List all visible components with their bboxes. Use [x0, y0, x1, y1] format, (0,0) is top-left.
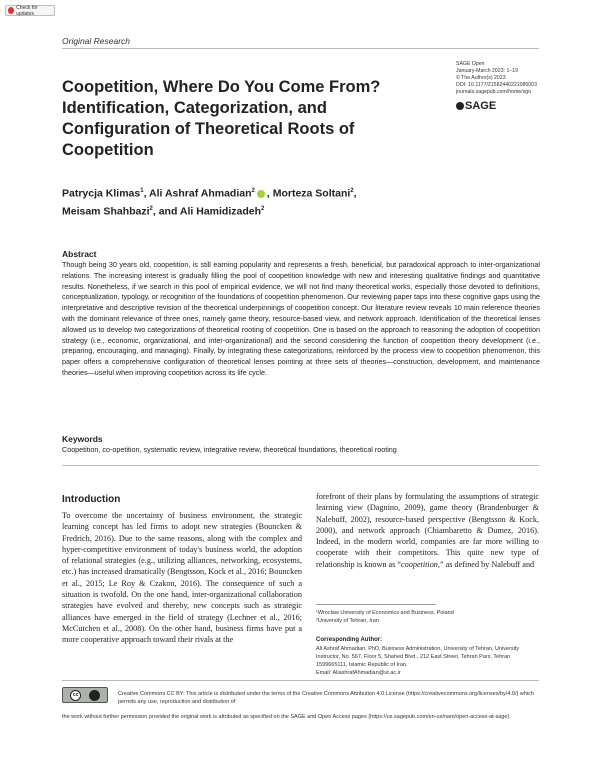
author-name: Patrycja Klimas	[62, 187, 141, 200]
abstract-heading: Abstract	[62, 249, 97, 259]
license-rule	[62, 680, 539, 681]
article-type: Original Research	[62, 36, 131, 46]
introduction-left-column: To overcome the uncertainty of business environment, the strategic learning concept has led firms to adopt new strategies (Bouncken & Fredrich, 2016). Due to the same reasons, along with the complex and hyper-competitive environment of today's business world, the adoption of relational strategies (e.g., utilizing alliances, networking, ecosystems, etc.) has increased dramatically (Bengtsson, Kock et al., 2016; Bouncken et al., 2015; Le Roy & Czakon, 2016). The consequence of such a situation is twofold. On the one hand, inter-organizational collaboration strategies have evolved and thereby, new concepts such as strategic alliances have emerged in the field of strategy (Lechner et al., 2016; McCutchen et al., 2008). On the other hand, business firms have put a more cooperative approach toward their rivals at the	[62, 511, 302, 645]
corresponding-email[interactable]: Email: AliashrafAhmadian@ut.ac.ir	[316, 670, 401, 676]
affiliation-marker: 2	[350, 188, 354, 194]
author-separator: , and	[152, 205, 180, 217]
author-separator: ,	[353, 187, 357, 200]
keywords-body: Coopetition, co-opetition, systematic review, integrative review, theoretical foundations, theoretical rooting	[62, 445, 397, 454]
author-name: Ali Hamidizadeh	[179, 205, 262, 217]
check-updates-label: Check for updates	[16, 4, 38, 17]
by-icon	[89, 690, 100, 701]
affiliation-marker: 1	[140, 188, 144, 194]
footnote-affiliation-1: ¹Wroclaw University of Economics and Business, Poland	[316, 610, 454, 616]
author-separator: ,	[266, 187, 273, 200]
keywords-rule	[62, 465, 539, 466]
journal-doi[interactable]: DOI: 10.1177/21582440221085003	[456, 82, 537, 88]
author-name: Morteza Soltani	[272, 187, 351, 200]
journal-copyright: © The Author(s) 2023	[456, 75, 506, 81]
affiliation-marker: 2	[149, 205, 153, 212]
check-updates-icon	[8, 7, 14, 14]
check-for-updates-badge[interactable]	[5, 5, 55, 16]
sage-logo-text: SAGE	[465, 100, 497, 112]
journal-info	[456, 61, 586, 96]
header-rule	[62, 48, 539, 49]
author-name: Ali Ashraf Ahmadian	[149, 187, 252, 200]
introduction-heading: Introduction	[62, 494, 121, 505]
affiliation-marker: 2	[261, 205, 265, 212]
intro-emphasis: coopetition,	[401, 559, 440, 569]
corresponding-address: Ali Ashraf Ahmadian, PhD, Business Administration, University of Tehran, University Instructor, No. 567, Floor 5, Shahed Blvd., 212 East Street, Tehran Pars, Tehran 1599665111, Islamic Republic of Iran.	[316, 646, 520, 668]
license-text-continued: the work without further permission provided the original work is attributed as specified on the SAGE and Open Access pages (https://us.sagepub.com/en-us/nam/open-access-at-sage).	[62, 714, 511, 720]
author-separator: ,	[143, 187, 150, 200]
journal-url[interactable]: journals.sagepub.com/home/sgo	[456, 89, 531, 95]
intro-right-text-end: ” as defined by Nalebuff and	[439, 559, 535, 569]
sage-logo	[456, 100, 496, 112]
license-text: Creative Commons CC BY: This article is distributed under the terms of the Creative Commons Attribution 4.0 License (https://creativecommons.org/licenses/by/4.0/) which permits any use, reproduction and distribution of	[118, 691, 534, 705]
cc-icon: cc	[70, 690, 81, 701]
footnote-affiliation-2: ²University of Tehran, Iran	[316, 617, 379, 624]
cc-by-badge[interactable]	[62, 687, 108, 703]
corresponding-author-heading: Corresponding Author:	[316, 637, 383, 643]
affiliation-footnotes	[316, 610, 541, 625]
corresponding-author-details	[316, 645, 541, 677]
journal-issue: January-March 2023: 1–19	[456, 68, 518, 74]
author-list	[62, 184, 462, 219]
abstract-body: Though being 30 years old, coopetition, is still earning popularity and represents a fresh, beneficial, but paradoxical approach to inter-organizational relations. The increasing interest is gradually filling the pool of coopetition knowledge with new and interesting qualitative findings and quantitative results. Nonetheless, if we search in this pool of empirical evidence, we will not find many theoretical works, especially those devoted to definitions, conceptualization, typology, or recognition of the foundations of coopetition phenomenon. Our reviewing paper taps into these cognitive gaps using the interpretative and descriptive revision of the theoretical underpinnings of coopetition concept. Our literature review reveals 10 main reference theories with the dominant relevance of three ones, namely game theory, resource-based view, and network approach. Identification of the theoretical lenses allowed us to develop two categorizations of theoretical rooting of coopetition. One is based on the approach to reasoning the adoption of coopetition strategy (i.e., economic, organizational, and inter-organizational) and the second considering the function of coopetition theory development (i.e., preparing, encouraging, and managing). Finally, by integrating these categorizations, reinforced by the process view to coopetition phenomenon, this paper offers a comprehensive configuration of theoretical lenses pointing at three sets of theories—construction, development, and maintenance theories—useful when improving coopetition across its life cycle.	[62, 260, 540, 377]
author-name: Meisam Shahbazi	[62, 205, 150, 217]
affiliation-marker: 2	[251, 188, 255, 194]
intro-right-text: forefront of their plans by formulating the assumptions of strategic learning view (Dagnino, 2009), game theory (Brandenburger & Nalebuff, 2002), resource-based perspective (Bengtsson & Kock, 2000), and network approach (Chiambaretto & Dumez, 2016). Indeed, in the modern world, companies are far more willing to cooperate with their competitors. This quite new type of relationship is known as “	[316, 492, 539, 569]
orcid-icon[interactable]	[257, 190, 265, 198]
journal-name: SAGE Open	[456, 61, 485, 67]
introduction-right-column	[316, 491, 539, 570]
sage-mark-icon	[456, 102, 464, 110]
footnote-rule	[316, 604, 436, 605]
paper-title: Coopetition, Where Do You Come From? Identification, Categorization, and Configuration of Theoretical Roots of Coopetition	[62, 78, 381, 159]
keywords-heading: Keywords	[62, 434, 103, 444]
